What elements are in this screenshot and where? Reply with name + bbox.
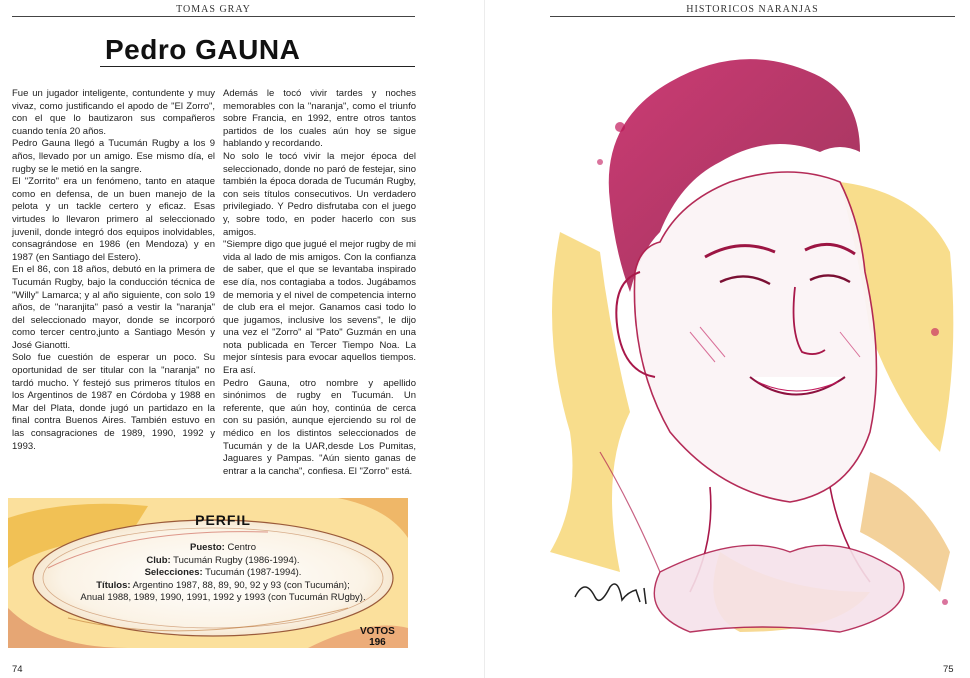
paragraph: Además le tocó vivir tardes y noches memorables con la "naranja", como el triunfo sobre Francia, en 1992, entre otros tantos partidos de los cuales aún hoy se sigue hablando y recordando. <box>223 88 416 150</box>
profile-titles-annual: Anual 1988, 1989, 1990, 1991, 1992 y 1993 (con Tucumán RUgby). <box>80 592 366 604</box>
paragraph: En el 86, con 18 años, debutó en la primera de Tucumán Rugby, bajo la conducción técnica de "Willy" Lamarca; y al año siguiente, con solo 19 años, de "naranjita" pasó a vestir la "naranja" del seleccionado mayor, donde se incorporó como tercer centro,junto a Santiago Mesón y José Gianotti. <box>12 264 215 351</box>
paragraph: Solo fue cuestión de esperar un poco. Su oportunidad de ser titular con la "naranja" no tardó mucho. Y festejó sus primeros títulos en los Argentinos de 1987 en Córdoba y 1988 en Mar del Plata, donde jugó un partidazo en la final contra Buenos Aires. También estuvo en las consagraciones de 1989, 1990, 1992 y 1993. <box>12 352 215 452</box>
running-rule-left <box>12 16 415 17</box>
running-head-left: TOMAS GRAY <box>176 4 251 15</box>
page-number-left: 74 <box>12 664 23 675</box>
article-title: Pedro GAUNA <box>105 34 301 65</box>
running-rule-right <box>550 16 955 17</box>
profile-titles <box>50 580 396 593</box>
profile-details <box>50 542 396 605</box>
profile-label: Club: <box>146 554 171 566</box>
profile-value: Argentino 1987, 88, 89, 90, 92 y 93 (con Tucumán); <box>130 579 350 591</box>
votes-box <box>360 626 395 648</box>
paragraph: Fue un jugador inteligente, contundente y muy vivaz, como justificando el apodo de "El Zorro", con el que lo bautizaron sus compañeros cuando tenía 20 años. <box>12 88 215 137</box>
text-column-2 <box>223 88 416 478</box>
profile-value: Tucumán Rugby (1986-1994). <box>170 554 300 566</box>
title-underline <box>100 66 415 67</box>
portrait-illustration <box>540 32 960 644</box>
profile-heading: PERFIL <box>195 512 251 528</box>
profile-value: Tucumán (1987-1994). <box>202 567 302 579</box>
profile-label: Puesto: <box>190 542 225 553</box>
paragraph: No solo le tocó vivir la mejor época del seleccionado, donde no paró de festejar, sino también la época dorada de Tucumán Rugby, con seis títulos consecutivos. Un verdadero privilegiado. Y Pedro disfrutaba con el juego y, sobre todo, en poder hacerlo con sus amigos. <box>223 150 416 238</box>
profile-box <box>50 510 396 640</box>
profile-label: Selecciones: <box>144 567 203 579</box>
running-head-right: HISTORICOS NARANJAS <box>686 4 819 15</box>
profile-label: Títulos: <box>96 579 131 591</box>
paragraph: Pedro Gauna llegó a Tucumán Rugby a los 9 años, llevado por un amigo. Ese mismo día, el rugby se le metió en la sangre. <box>12 138 215 175</box>
paragraph: El "Zorrito" era un fenómeno, tanto en ataque como en defensa, de un buen manejo de la pelota y un tackle certero y eficaz. Esas virtudes lo llevaron primero al seleccionado juvenil, donde integró dos equipos inolvidables, consagrándose en 1986 (en Mendoza) y en 1987 (en Santiago del Estero). <box>12 176 215 263</box>
votes-label: VOTOS <box>360 626 395 637</box>
votes-count: 196 <box>369 637 386 648</box>
page-number-right: 75 <box>943 664 954 675</box>
paragraph: Pedro Gauna, otro nombre y apellido sinónimos de rugby en Tucumán. Un referente, que aún hoy, continúa de cerca con su pasión, aunque ejerciendo su rol de médico en los distintos seleccionados de Tucumán y de la UAR,desde Los Pumitas, Jaguares y Pampas. "Aún siento ganas de entrar a la cancha", confiesa. El "Zorro" está. <box>223 377 416 477</box>
profile-position <box>50 542 396 555</box>
profile-value: Centro <box>224 542 256 553</box>
text-column-1 <box>12 88 215 453</box>
paragraph: "Siempre digo que jugué el mejor rugby de mi vida al lado de mis amigos. Con la confianza de saber, que el que se levantaba inspirado ese día, nos contagiaba a todos. Jugábamos de memoria y el nivel de competencia interno de club era el mejor. Ganamos casi todo lo que jugamos, inclusive los sevens", le dijo una vez el "Zorro" al "Pato" Guzmán en una nota publicada en Tercer Tiempo Noa. La mejor síntesis para evocar aquellos tiempos. Era así. <box>223 239 416 377</box>
profile-selections <box>50 567 396 580</box>
profile-club <box>50 555 396 568</box>
